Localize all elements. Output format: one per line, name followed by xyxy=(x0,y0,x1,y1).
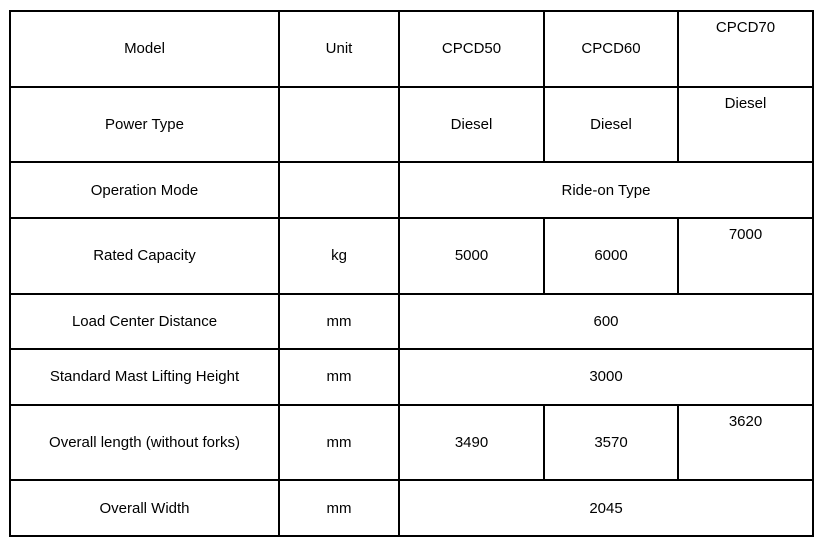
row-load-center-distance xyxy=(10,294,813,350)
forklift-specification-table xyxy=(9,10,814,537)
row-label-cell: Overall length (without forks) xyxy=(10,405,279,481)
row-power-type xyxy=(10,87,813,163)
value-cell-cpcd70: 7000 xyxy=(678,218,813,294)
row-overall-length xyxy=(10,405,813,481)
merged-value-cell: 2045 xyxy=(399,480,813,536)
header-cpcd60: CPCD60 xyxy=(544,11,678,87)
value-cell-cpcd70: 3620 xyxy=(678,405,813,481)
value-cell-cpcd60: 3570 xyxy=(544,405,678,481)
header-cpcd50: CPCD50 xyxy=(399,11,544,87)
merged-value-cell: 600 xyxy=(399,294,813,350)
row-label-cell: Power Type xyxy=(10,87,279,163)
row-overall-width xyxy=(10,480,813,536)
row-label-cell: Rated Capacity xyxy=(10,218,279,294)
row-rated-capacity xyxy=(10,218,813,294)
row-label-cell: Standard Mast Lifting Height xyxy=(10,349,279,405)
row-unit-cell xyxy=(279,162,399,218)
row-label-cell: Operation Mode xyxy=(10,162,279,218)
row-standard-mast-lifting-height xyxy=(10,349,813,405)
header-model: Model xyxy=(10,11,279,87)
value-cell-cpcd70: Diesel xyxy=(678,87,813,163)
row-unit-cell: mm xyxy=(279,349,399,405)
row-unit-cell: mm xyxy=(279,294,399,350)
header-unit: Unit xyxy=(279,11,399,87)
value-cell-cpcd60: 6000 xyxy=(544,218,678,294)
header-row xyxy=(10,11,813,87)
row-unit-cell: mm xyxy=(279,405,399,481)
value-cell-cpcd50: 5000 xyxy=(399,218,544,294)
value-cell-cpcd50: 3490 xyxy=(399,405,544,481)
specification-table-wrap xyxy=(9,10,814,537)
value-cell-cpcd50: Diesel xyxy=(399,87,544,163)
value-cell-cpcd60: Diesel xyxy=(544,87,678,163)
row-unit-cell: mm xyxy=(279,480,399,536)
merged-value-cell: 3000 xyxy=(399,349,813,405)
row-operation-mode xyxy=(10,162,813,218)
merged-value-cell: Ride-on Type xyxy=(399,162,813,218)
row-label-cell: Overall Width xyxy=(10,480,279,536)
row-label-cell: Load Center Distance xyxy=(10,294,279,350)
header-cpcd70: CPCD70 xyxy=(678,11,813,87)
row-unit-cell xyxy=(279,87,399,163)
row-unit-cell: kg xyxy=(279,218,399,294)
